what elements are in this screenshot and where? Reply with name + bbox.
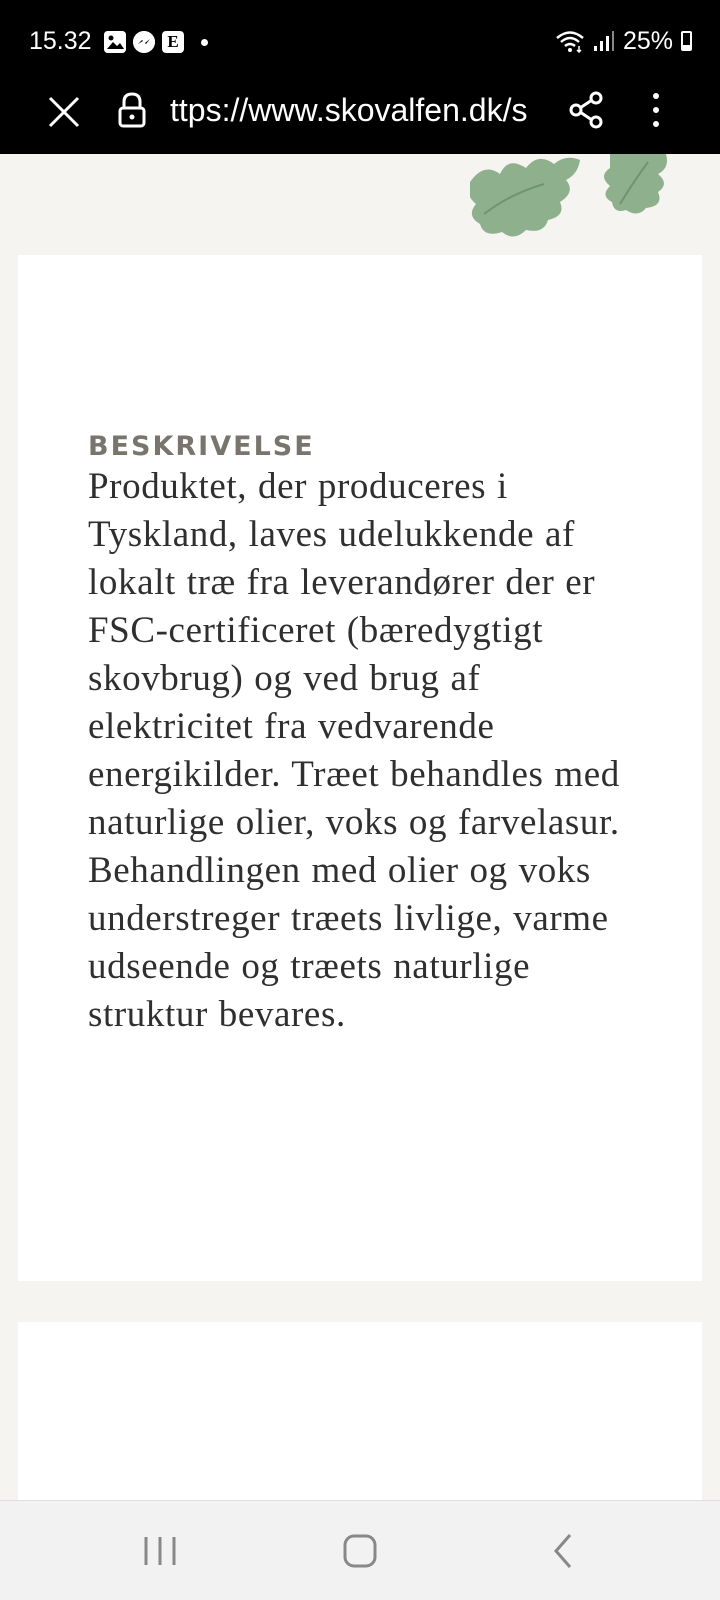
section-heading: BESKRIVELSE <box>88 431 315 462</box>
status-time: 15.32 <box>29 27 92 55</box>
more-vertical-icon <box>640 90 672 130</box>
description-card <box>18 255 702 1281</box>
system-navigation-bar <box>0 1500 720 1600</box>
close-button[interactable] <box>44 92 84 132</box>
product-description: Produktet, der produceres i Tyskland, laves udelukkende af lokalt træ fra leverandører der er FSC-certificeret (bæredygtigt skovbrug) og ved brug af elektricitet fra vedvarende energikilder. Træet behandles med naturlige olier, voks og farvelasur. Behandlingen med olier og voks understreger træets livlige, varme udseende og træets naturlige struktur bevares. <box>88 466 620 1035</box>
notification-icons <box>104 30 208 54</box>
wifi-icon <box>555 29 585 53</box>
share-button[interactable] <box>566 90 606 130</box>
next-card <box>18 1322 702 1500</box>
share-icon <box>566 90 606 130</box>
messenger-icon <box>133 31 155 53</box>
more-notifications-dot <box>201 39 208 46</box>
home-button[interactable] <box>340 1531 380 1571</box>
oak-leaves-decoration <box>470 154 690 238</box>
battery-percent: 25% <box>622 26 673 55</box>
e-app-icon: E <box>162 31 184 53</box>
lock-icon[interactable] <box>116 90 148 130</box>
close-icon <box>44 92 84 132</box>
home-icon <box>340 1531 380 1571</box>
battery-fill <box>683 45 690 49</box>
url-field[interactable]: ttps://www.skovalfen.dk/s <box>170 92 528 128</box>
status-right <box>555 24 692 58</box>
more-options-button[interactable] <box>640 90 672 130</box>
status-bar <box>0 0 720 82</box>
web-page[interactable] <box>0 154 720 1500</box>
back-button[interactable] <box>544 1531 584 1571</box>
recent-apps-icon <box>140 1531 180 1571</box>
signal-icon <box>593 29 615 53</box>
recent-apps-button[interactable] <box>140 1531 180 1571</box>
back-icon <box>544 1531 584 1571</box>
gallery-icon <box>104 31 126 53</box>
browser-toolbar <box>0 82 720 154</box>
battery-icon <box>681 31 692 51</box>
